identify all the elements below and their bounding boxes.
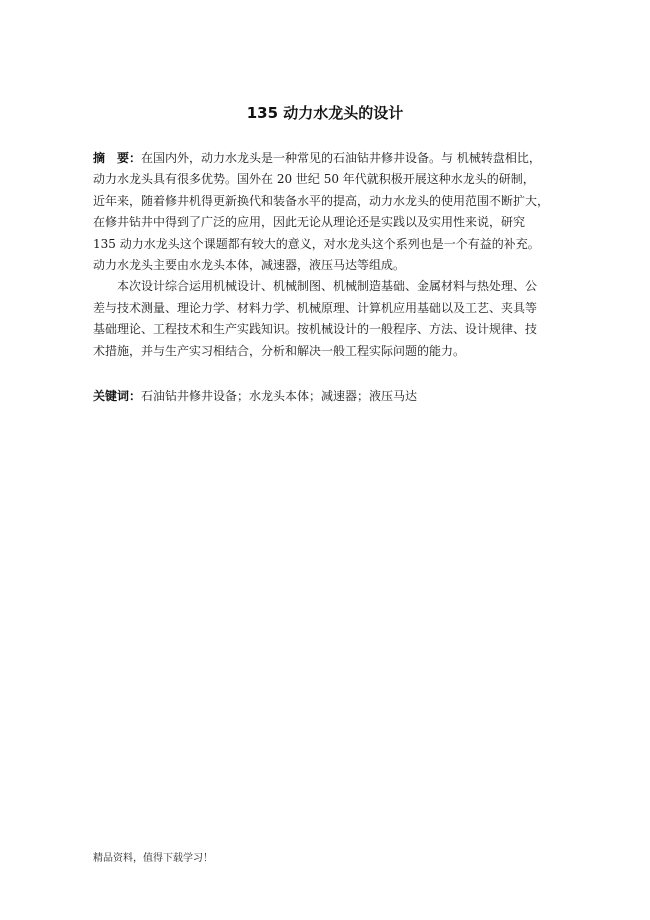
keywords-label: 关键词：	[93, 389, 142, 403]
abstract-line	[93, 148, 593, 169]
abstract-line: 差与技术测量、理论力学、材料力学、机械原理、计算机应用基础以及工艺、夹具等	[93, 300, 538, 315]
abstract-line: 在修井钻井中得到了广泛的应用，因此无论从理论还是实践以及实用性来说，研究	[93, 215, 526, 230]
keywords-section	[93, 387, 417, 405]
page-footer: 精品资料，值得下载学习！	[93, 853, 213, 864]
abstract-line: 动力水龙头主要由水龙头本体，减速器，液压马达等组成。	[93, 257, 406, 272]
abstract-section	[93, 148, 593, 362]
keywords-text: 石油钻井修井设备；水龙头本体；减速器；液压马达	[141, 389, 418, 403]
abstract-paragraph-start: 本次设计综合运用机械设计、机械制图、机械制造基础、金属材料与热处理、公	[117, 279, 538, 294]
abstract-text: 在国内外，动力水龙头是一种常见的石油钻井修井设备。与 机械转盘相比，	[141, 151, 541, 165]
abstract-line: 基础理论、工程技术和生产实践知识。按机械设计的一般程序、方法、设计规律、技	[93, 322, 538, 337]
abstract-line: 术措施，并与生产实习相结合，分析和解决一般工程实际问题的能力。	[93, 343, 466, 358]
abstract-line: 135 动力水龙头这个课题都有较大的意义，对水龙头这个系列也是一个有益的补充。	[93, 236, 540, 251]
abstract-label: 摘 要：	[93, 151, 142, 165]
abstract-line: 近年来，随着修井机得更新换代和装备水平的提高，动力水龙头的使用范围不断扩大，	[93, 193, 550, 208]
abstract-line: 动力水龙头具有很多优势。国外在 20 世纪 50 年代就积极开展这种水龙头的研制，	[93, 172, 535, 187]
document-title: 135 动力水龙头的设计	[246, 104, 404, 122]
